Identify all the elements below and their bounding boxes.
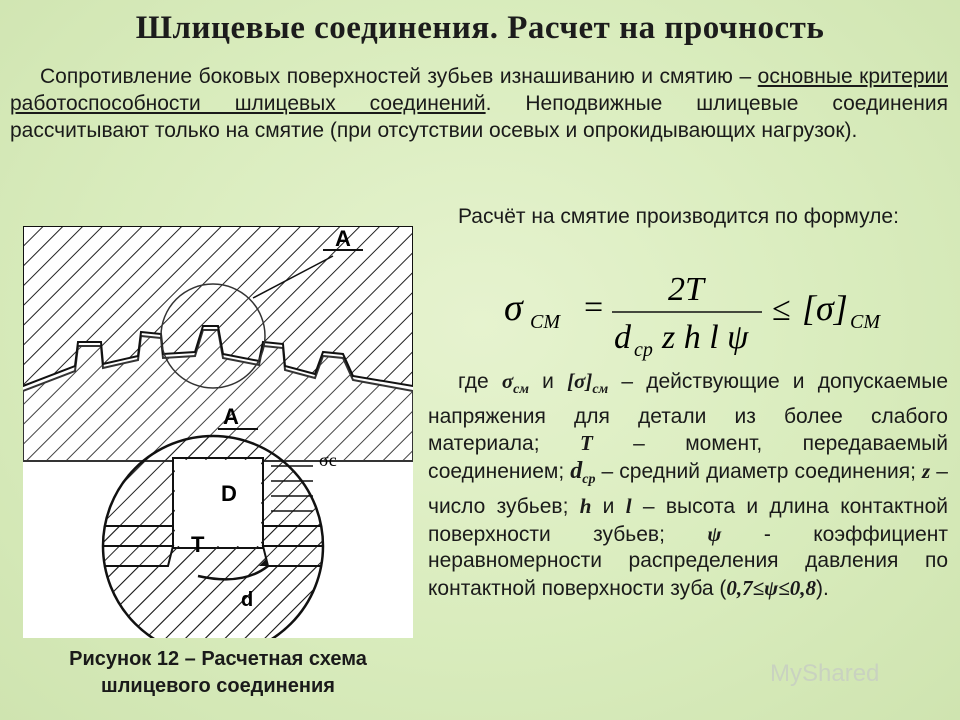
desc-t1: – действующие и допускаемые напряжения для детали из более слабого материала;	[428, 370, 949, 456]
desc-d: d	[570, 457, 583, 484]
spline-diagram	[23, 226, 413, 638]
desc-t7: - коэффициент неравномерности распределения давления по контактной поверхности зуба (	[428, 522, 949, 600]
formula-denominator-rest: z h l ψ	[662, 319, 749, 356]
desc-allowed: [σ]	[567, 369, 593, 393]
intro-underlined: основные критерии работоспособности шлицевых соединений	[10, 65, 948, 115]
intro-part2: . Неподвижные шлицевые соединения рассчитывают только на смятие (при отсутствии осевых и опрокидывающих нагрузок).	[10, 92, 948, 142]
figure-caption	[23, 646, 413, 700]
desc-allowed-sub: см	[592, 382, 609, 398]
formula-d: d	[614, 319, 631, 356]
calc-intro-text: Расчёт на смятие производится по формуле:	[458, 205, 899, 228]
desc-t3: – средний диаметр соединения;	[595, 459, 923, 483]
formula-rhs-sub: СМ	[850, 311, 880, 333]
desc-sigma: σ	[501, 369, 514, 393]
label-d-lower: d	[241, 589, 254, 611]
desc-t6: – высота и длина контактной поверхности зубьев;	[428, 495, 949, 546]
desc-t5: и	[591, 495, 626, 519]
watermark: MyShared	[770, 660, 880, 687]
formula-equals: =	[584, 289, 604, 326]
desc-sigma-sub: см	[513, 382, 529, 398]
desc-T: T	[579, 431, 593, 456]
formula-numerator: 2T	[668, 271, 704, 308]
desc-d-sub: cp	[582, 471, 596, 487]
desc-l: l	[625, 494, 632, 519]
desc-and: и	[528, 370, 568, 393]
desc-t4: – число зубьев;	[428, 459, 948, 519]
desc-where: где	[458, 370, 502, 393]
formula-leq: ≤	[772, 291, 791, 328]
desc-range: 0,7≤ψ≤0,8	[726, 575, 816, 600]
description-paragraph	[428, 368, 948, 602]
calc-intro	[428, 204, 948, 230]
caption-line1: Рисунок 12 – Расчетная схема	[69, 648, 367, 670]
label-t: T	[191, 532, 205, 557]
desc-psi: ψ	[707, 521, 722, 546]
desc-t8: ).	[815, 576, 829, 600]
label-a-top: А	[335, 226, 351, 251]
spline-figure	[23, 226, 413, 638]
desc-h: h	[579, 494, 592, 519]
formula-rhs: [σ]	[802, 288, 848, 328]
formula-d-sub: cp	[634, 339, 653, 361]
label-sigma-c: σc	[319, 450, 337, 470]
formula-sigma: σ	[504, 287, 523, 329]
formula-sigma-sub: СМ	[530, 311, 560, 333]
label-d-upper: D	[221, 481, 237, 506]
desc-t2: – момент, передаваемый соединением;	[428, 432, 948, 483]
caption-line2: шлицевого соединения	[101, 675, 335, 697]
intro-paragraph	[10, 63, 948, 144]
formula	[500, 262, 900, 362]
label-a-mid: А	[223, 404, 239, 429]
page-title: Шлицевые соединения. Расчет на прочность	[135, 10, 825, 46]
desc-z: z	[922, 458, 931, 483]
intro-part1: Сопротивление боковых поверхностей зубьев изнашиванию и смятию –	[40, 65, 758, 88]
